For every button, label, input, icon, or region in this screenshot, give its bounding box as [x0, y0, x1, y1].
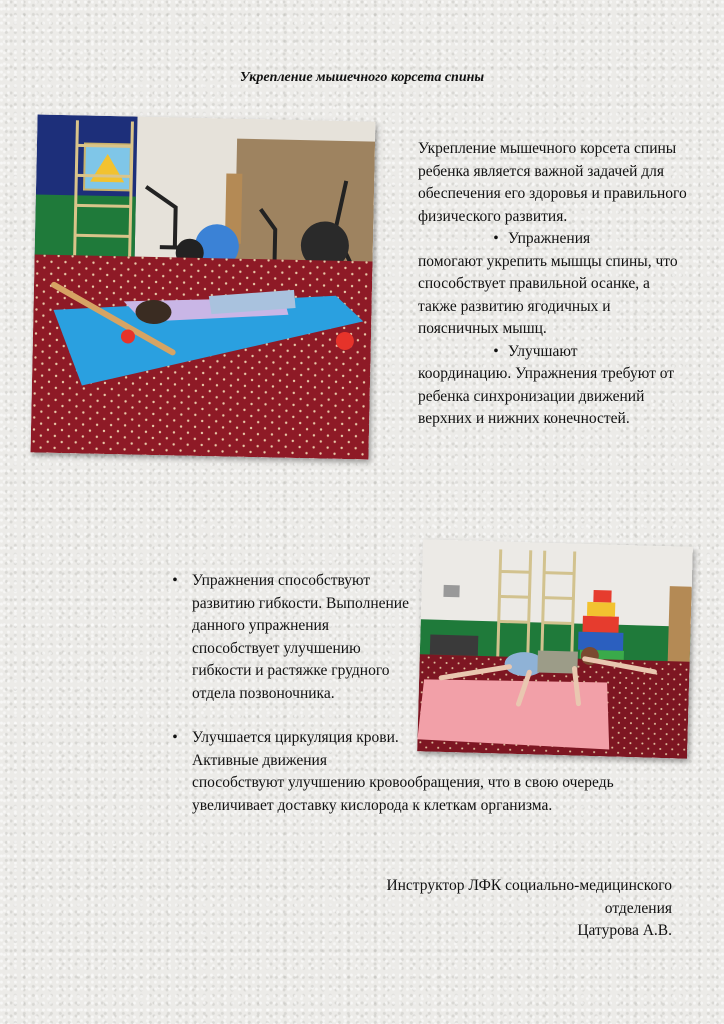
list-item-flexibility — [168, 570, 414, 705]
signature-position: Инструктор ЛФК социально-медицинского — [386, 877, 672, 894]
intro-bullet-coordination-head: Улучшают — [508, 342, 578, 360]
photo-back-exercise — [30, 114, 375, 459]
list-item-circulation-start: Улучшается циркуляция крови. Активные движения — [192, 729, 399, 769]
bullet-icon: • — [493, 342, 499, 360]
photo-back-exercise-illustration — [30, 114, 375, 459]
intro-bullet-strengthen-head: Упражнения — [508, 230, 591, 247]
list-item-circulation-end: способствуют улучшению кровообращения, что в свою очередь увеличивает доставку кислорода к клеткам организма. — [192, 774, 614, 814]
intro-bullet-strengthen-head-line — [418, 228, 688, 251]
benefits-list — [168, 570, 688, 817]
intro-bullet-strengthen-text: помогают укрепить мышцы спины, что способствует правильной осанке, а также развитию ягодичных и поясничных мышц. — [418, 252, 678, 337]
bullet-icon: • — [172, 729, 178, 746]
page-title: Укрепление мышечного корсета спины — [239, 70, 485, 85]
list-item-circulation — [168, 727, 688, 817]
bullet-icon: • — [172, 572, 178, 589]
signature-block — [332, 875, 672, 943]
signature-author: Цатурова А.В. — [577, 922, 672, 939]
intro-bullet-coordination-head-line — [418, 341, 688, 364]
list-item-flexibility-text: Упражнения способствуют развитию гибкости. Выполнение данного упражнения способствует улучшению гибкости и растяжке грудного отдела позвоночника. — [192, 572, 409, 702]
intro-bullet-coordination-text: координацию. Упражнения требуют от ребенка синхронизации движений верхних и нижних конечностей. — [418, 365, 675, 427]
intro-bullet-strengthen — [418, 228, 688, 341]
intro-bullet-coordination — [418, 341, 688, 431]
intro-text-block — [418, 138, 688, 431]
signature-department: отделения — [604, 899, 672, 917]
bullet-icon: • — [493, 230, 499, 247]
intro-paragraph: Укрепление мышечного корсета спины ребенка является важной задачей для обеспечения его здоровья и правильного физического развития. — [418, 140, 687, 225]
